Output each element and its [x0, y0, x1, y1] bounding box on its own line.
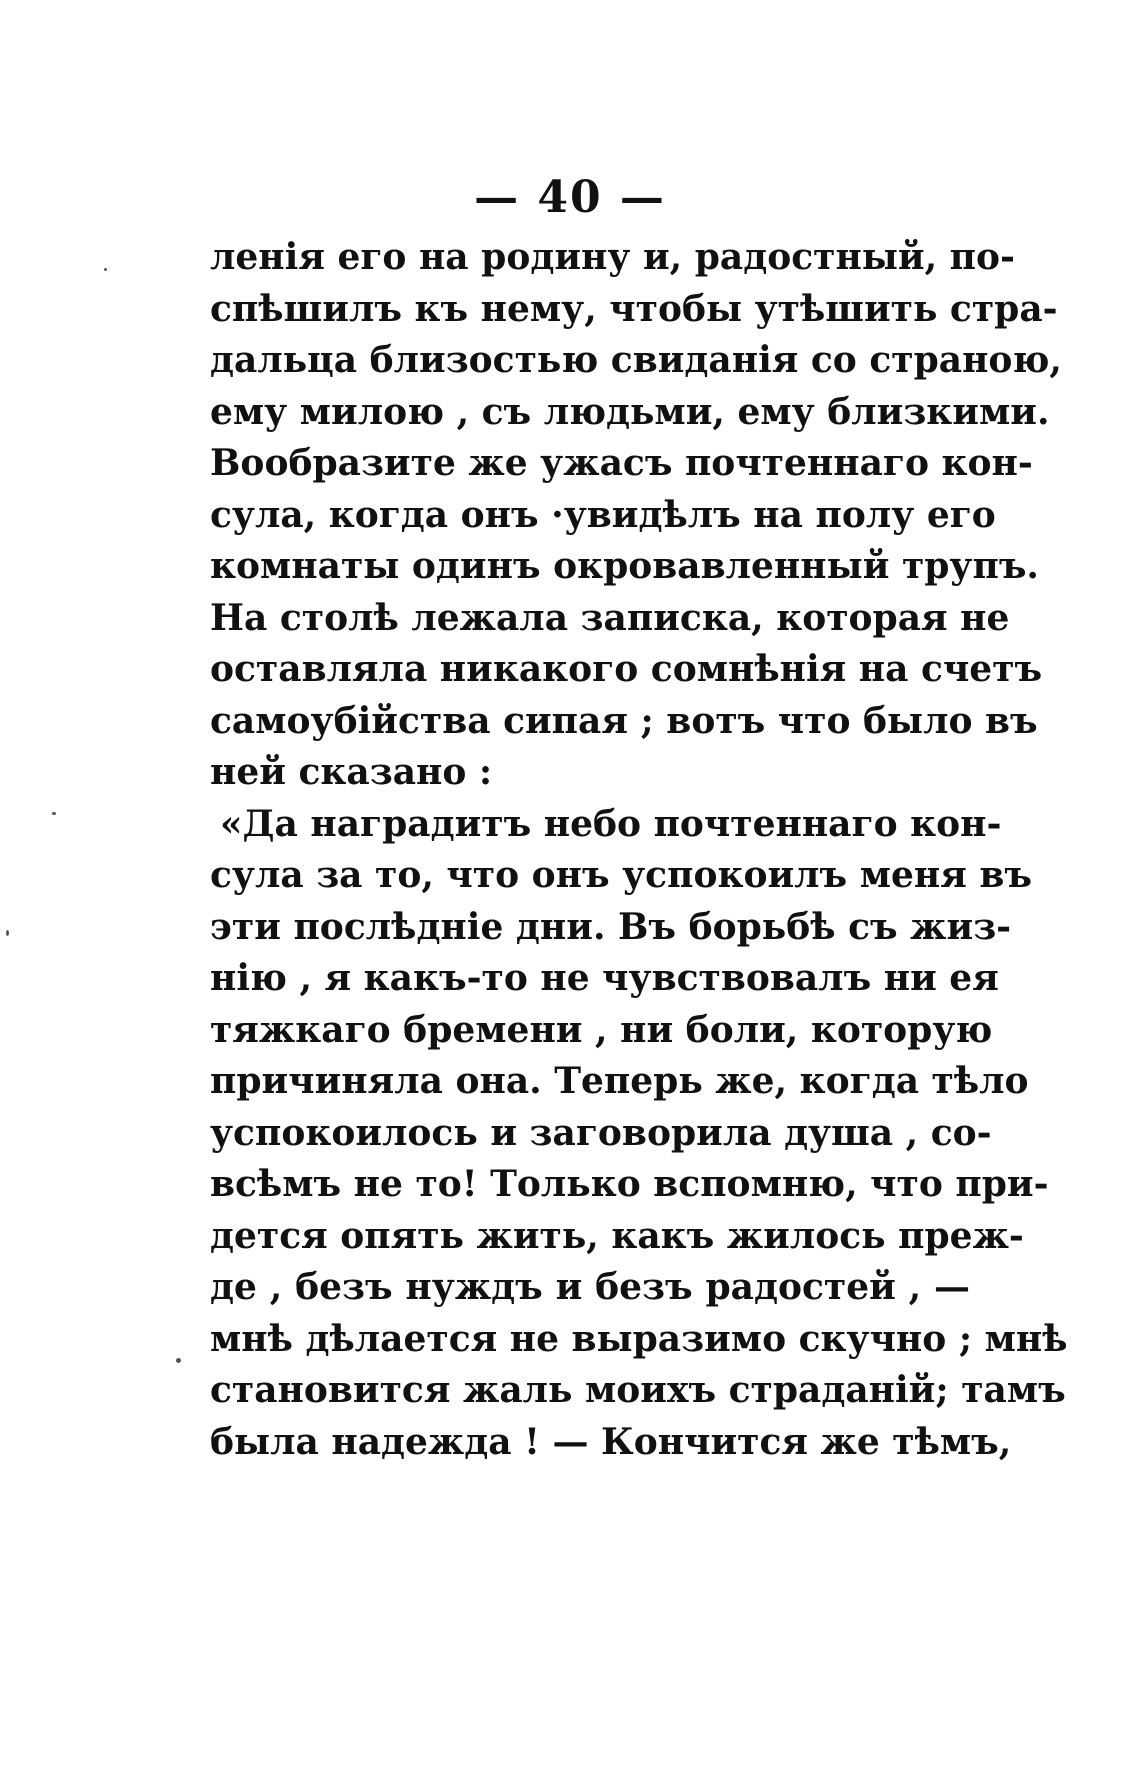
print-speck: [104, 268, 107, 271]
text-line: причиняла она. Теперь же, когда тѣло: [210, 1060, 1029, 1102]
text-line: ленія его на родину и, радостный, по-: [210, 236, 1015, 278]
body-text: [210, 232, 1068, 1468]
text-line: была надежда ! — Кончится же тѣмъ,: [210, 1420, 1012, 1463]
text-line: дальца близостью свиданія со страною,: [210, 339, 1062, 381]
text-line: ней сказано :: [210, 751, 493, 793]
text-line: сула за то, что онъ успокоилъ меня въ: [210, 854, 1032, 896]
text-line: дется опять жить, какъ жилось преж-: [210, 1214, 1024, 1257]
text-line: де , безъ нуждъ и безъ радостей , —: [210, 1266, 970, 1308]
print-speck: [6, 930, 9, 936]
text-line: эти послѣдніе дни. Въ борьбѣ съ жиз-: [210, 905, 1012, 948]
print-speck: [52, 812, 56, 815]
text-line: «Да наградитъ небо почтеннаго кон-: [220, 802, 1002, 845]
text-line: мнѣ дѣлается не выразимо скучно ; мнѣ: [210, 1317, 1068, 1360]
text-line: ему милою , съ людьми, ему близкими.: [210, 390, 1050, 433]
text-line: комнаты одинъ окровавленный трупъ.: [210, 545, 1039, 587]
text-line: сула, когда онъ ·увидѣлъ на полу его: [210, 493, 996, 536]
text-line: спѣшилъ къ нему, чтобы утѣшить стра-: [210, 287, 1058, 330]
text-line: становится жаль моихъ страданій; тамъ: [210, 1369, 1066, 1411]
text-line: всѣмъ не то! Только вспомню, что при-: [210, 1163, 1049, 1205]
text-line: успокоилось и заговорила душа , со-: [210, 1111, 992, 1154]
text-line: тяжкаго бремени , ни боли, которую: [210, 1008, 993, 1051]
text-line: На столѣ лежала записка, которая не: [210, 596, 1010, 639]
text-line: нію , я какъ-то не чувствовалъ ни ея: [210, 957, 999, 999]
text-line: Вообразите же ужасъ почтеннаго кон-: [210, 442, 1033, 484]
page-number: — 40 —: [474, 172, 666, 223]
text-line: самоубійства сипая ; вотъ что было въ: [210, 699, 1038, 742]
print-speck: [176, 1358, 181, 1363]
text-line: оставляла никакого сомнѣнія на счетъ: [210, 648, 1043, 690]
